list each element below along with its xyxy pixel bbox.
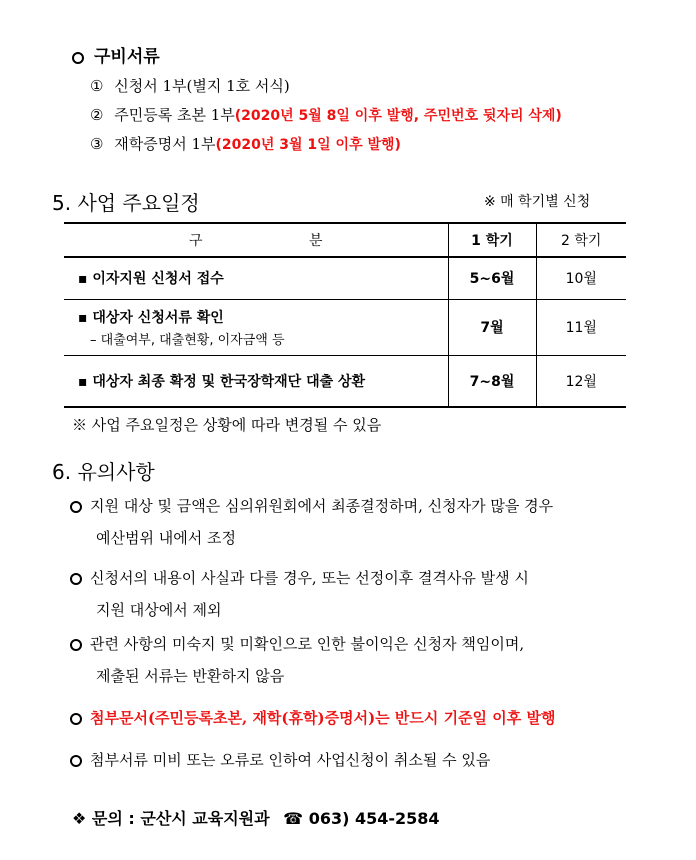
apply-note: ※ 매 학기별 신청 <box>484 194 591 210</box>
header-category-char-1: 구 <box>188 233 203 249</box>
row-sem2: 12월 <box>536 355 626 407</box>
doc-text: 주민등록 초본 1부 <box>114 106 235 124</box>
notice-line: 예산범위 내에서 조정 <box>96 529 236 547</box>
circle-bullet-icon <box>70 755 82 767</box>
contact-phone: 063) 454-2584 <box>308 809 440 828</box>
circle-bullet-icon <box>70 501 82 513</box>
doc-red-note: (2020년 5월 8일 이후 발행, 주민번호 뒷자리 삭제) <box>234 108 562 124</box>
table-row <box>64 257 626 299</box>
notice-line: 지원 대상 및 금액은 심의위원회에서 최종결정하며, 신청자가 많을 경우 <box>90 497 554 515</box>
notice-line: 제출된 서류는 반환하지 않음 <box>96 667 285 685</box>
header-sem1: 1 학기 <box>448 223 536 257</box>
schedule-footnote: ※ 사업 주요일정은 상황에 따라 변경될 수 있음 <box>72 416 382 434</box>
doc-number: ① <box>90 77 104 95</box>
diamond-bullet-icon: ❖ <box>72 809 87 828</box>
document-item-3 <box>90 133 401 154</box>
table-row <box>64 355 626 407</box>
notice-line: 신청서의 내용이 사실과 다를 경우, 또는 선정이후 결격사유 발생 시 <box>90 569 529 587</box>
documents-heading <box>72 42 160 67</box>
notices-title: 6. 유의사항 <box>52 460 155 484</box>
header-category <box>64 223 448 257</box>
schedule-table <box>64 222 626 408</box>
notice-line-red: 첨부문서(주민등록초본, 재학(휴학)증명서)는 반드시 기준일 이후 발행 <box>90 709 556 727</box>
row-sem2: 11월 <box>536 299 626 355</box>
document-item-2 <box>90 104 562 125</box>
doc-number: ② <box>90 106 104 124</box>
schedule-title: 5. 사업 주요일정 <box>52 191 200 215</box>
row-category: ▪ 이자지원 신청서 접수 <box>78 271 224 288</box>
header-category-char-2: 분 <box>308 233 323 249</box>
row-sem1: 7월 <box>448 299 536 355</box>
notice-item-4 <box>70 702 680 734</box>
notice-item-5 <box>70 744 670 776</box>
header-sem2: 2 학기 <box>536 223 626 257</box>
circle-bullet-icon <box>72 52 84 64</box>
circle-bullet-icon <box>70 713 82 725</box>
row-category: ▪ 대상자 최종 확정 및 한국장학재단 대출 상환 <box>78 373 366 390</box>
row-detail: – 대출여부, 대출현황, 이자금액 등 <box>90 332 285 348</box>
notice-item-1 <box>70 490 670 554</box>
document-item-1 <box>90 75 290 96</box>
notice-line: 첨부서류 미비 또는 오류로 인하여 사업신청이 취소될 수 있음 <box>90 751 491 769</box>
schedule-header-row <box>64 223 626 257</box>
doc-text: 신청서 1부(별지 1호 서식) <box>114 77 290 95</box>
documents-heading-text: 구비서류 <box>94 47 160 67</box>
notice-item-3 <box>70 628 670 692</box>
doc-number: ③ <box>90 135 104 153</box>
contact-label: 문의 : 군산시 교육지원과 <box>91 809 270 828</box>
doc-red-note: (2020년 3월 1일 이후 발행) <box>215 137 401 153</box>
circle-bullet-icon <box>70 573 82 585</box>
notice-line: 관련 사항의 미숙지 및 미확인으로 인한 불이익은 신청자 책임이며, <box>90 635 525 653</box>
phone-icon: ☎ <box>283 809 304 828</box>
notice-line: 지원 대상에서 제외 <box>96 601 222 619</box>
notice-item-2 <box>70 562 670 626</box>
table-row <box>64 299 626 355</box>
row-sem1: 7~8월 <box>448 355 536 407</box>
row-sem1: 5~6월 <box>448 257 536 299</box>
row-category: ▪ 대상자 신청서류 확인 <box>78 309 224 326</box>
contact-line <box>72 806 440 829</box>
row-sem2: 10월 <box>536 257 626 299</box>
doc-text: 재학증명서 1부 <box>114 135 216 153</box>
circle-bullet-icon <box>70 639 82 651</box>
